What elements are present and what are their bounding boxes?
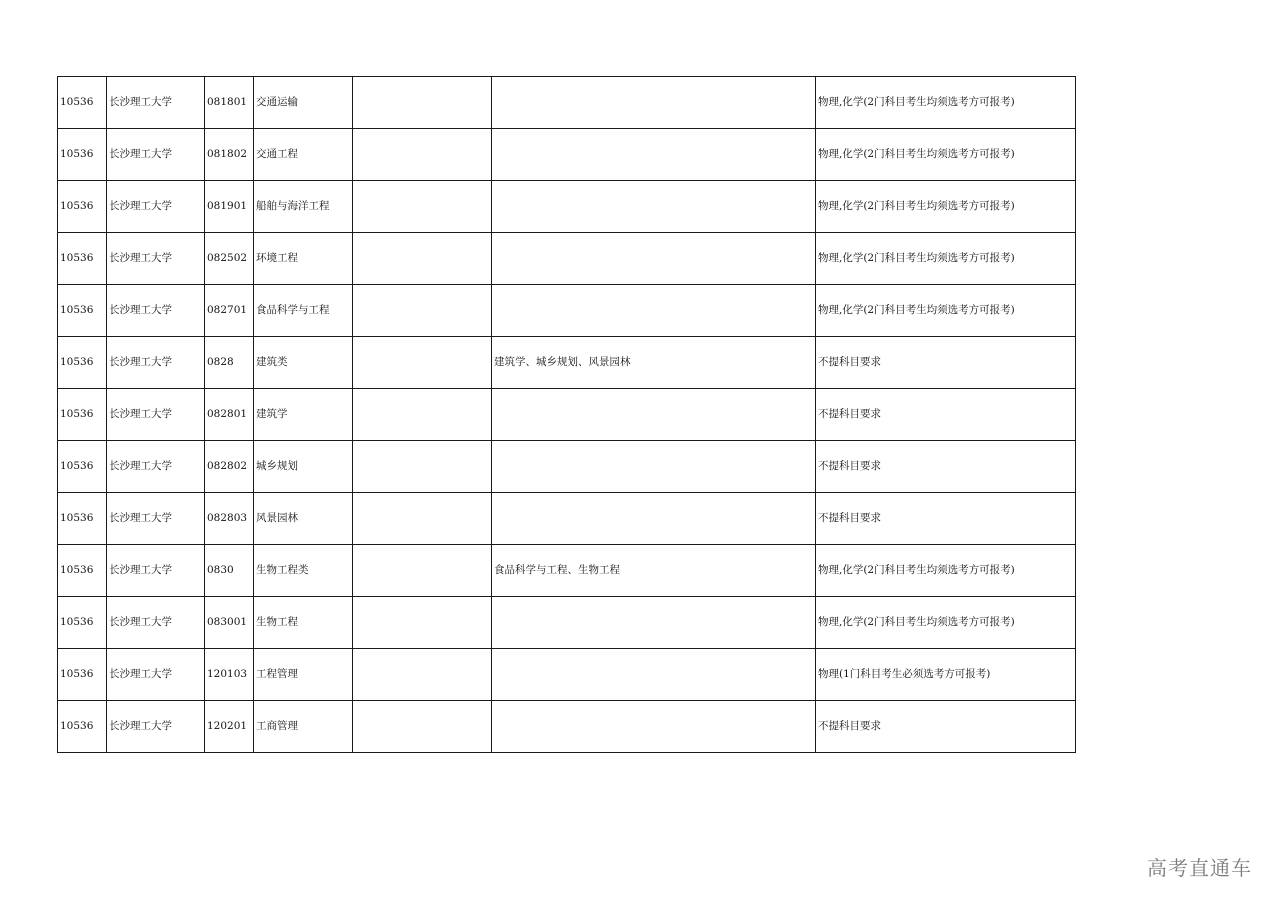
- included-majors-cell: [492, 597, 816, 649]
- empty-cell: [353, 701, 492, 753]
- empty-cell: [353, 285, 492, 337]
- subject-requirement-cell: 不提科目要求: [816, 493, 1076, 545]
- empty-cell: [353, 649, 492, 701]
- subject-requirement-cell: 不提科目要求: [816, 701, 1076, 753]
- table-row: [58, 597, 1076, 649]
- empty-cell: [353, 233, 492, 285]
- major-name-cell: 生物工程类: [254, 545, 353, 597]
- subject-requirement-cell: 物理,化学(2门科目考生均须选考方可报考): [816, 597, 1076, 649]
- empty-cell: [353, 337, 492, 389]
- table-body: [58, 77, 1076, 753]
- school-code-cell: 10536: [58, 441, 107, 493]
- empty-cell: [353, 493, 492, 545]
- included-majors-cell: [492, 649, 816, 701]
- empty-cell: [353, 545, 492, 597]
- school-code-cell: 10536: [58, 233, 107, 285]
- major-name-cell: 交通工程: [254, 129, 353, 181]
- major-name-cell: 食品科学与工程: [254, 285, 353, 337]
- school-code-cell: 10536: [58, 493, 107, 545]
- school-name-cell: 长沙理工大学: [107, 493, 205, 545]
- school-name-cell: 长沙理工大学: [107, 129, 205, 181]
- major-name-cell: 交通运输: [254, 77, 353, 129]
- included-majors-cell: [492, 181, 816, 233]
- subject-requirement-cell: 物理,化学(2门科目考生均须选考方可报考): [816, 285, 1076, 337]
- subject-requirement-cell: 物理(1门科目考生必须选考方可报考): [816, 649, 1076, 701]
- included-majors-cell: [492, 389, 816, 441]
- school-name-cell: 长沙理工大学: [107, 649, 205, 701]
- major-name-cell: 建筑学: [254, 389, 353, 441]
- major-code-cell: 082701: [205, 285, 254, 337]
- major-name-cell: 城乡规划: [254, 441, 353, 493]
- included-majors-cell: [492, 77, 816, 129]
- school-code-cell: 10536: [58, 701, 107, 753]
- empty-cell: [353, 129, 492, 181]
- major-name-cell: 建筑类: [254, 337, 353, 389]
- subject-requirement-cell: 物理,化学(2门科目考生均须选考方可报考): [816, 545, 1076, 597]
- empty-cell: [353, 389, 492, 441]
- school-name-cell: 长沙理工大学: [107, 181, 205, 233]
- empty-cell: [353, 77, 492, 129]
- school-name-cell: 长沙理工大学: [107, 285, 205, 337]
- table-row: [58, 129, 1076, 181]
- school-name-cell: 长沙理工大学: [107, 77, 205, 129]
- school-code-cell: 10536: [58, 129, 107, 181]
- major-code-cell: 081801: [205, 77, 254, 129]
- included-majors-cell: [492, 493, 816, 545]
- school-name-cell: 长沙理工大学: [107, 441, 205, 493]
- major-code-cell: 0830: [205, 545, 254, 597]
- major-code-cell: 082803: [205, 493, 254, 545]
- watermark-logo-text: 高考直通车: [1147, 856, 1252, 880]
- school-code-cell: 10536: [58, 389, 107, 441]
- school-code-cell: 10536: [58, 337, 107, 389]
- table-row: [58, 701, 1076, 753]
- school-name-cell: 长沙理工大学: [107, 597, 205, 649]
- major-name-cell: 环境工程: [254, 233, 353, 285]
- major-code-cell: 083001: [205, 597, 254, 649]
- major-code-cell: 0828: [205, 337, 254, 389]
- school-name-cell: 长沙理工大学: [107, 701, 205, 753]
- major-name-cell: 工商管理: [254, 701, 353, 753]
- subject-requirement-cell: 不提科目要求: [816, 337, 1076, 389]
- major-name-cell: 生物工程: [254, 597, 353, 649]
- table-row: [58, 545, 1076, 597]
- school-code-cell: 10536: [58, 545, 107, 597]
- subject-requirement-cell: 物理,化学(2门科目考生均须选考方可报考): [816, 129, 1076, 181]
- included-majors-cell: [492, 233, 816, 285]
- table-row: [58, 493, 1076, 545]
- subject-requirement-cell: 不提科目要求: [816, 441, 1076, 493]
- major-code-cell: 120103: [205, 649, 254, 701]
- subject-requirement-cell: 物理,化学(2门科目考生均须选考方可报考): [816, 181, 1076, 233]
- table-row: [58, 77, 1076, 129]
- included-majors-cell: [492, 285, 816, 337]
- major-code-cell: 081901: [205, 181, 254, 233]
- subject-requirement-cell: 物理,化学(2门科目考生均须选考方可报考): [816, 77, 1076, 129]
- school-name-cell: 长沙理工大学: [107, 389, 205, 441]
- major-code-cell: 082801: [205, 389, 254, 441]
- included-majors-cell: [492, 441, 816, 493]
- school-code-cell: 10536: [58, 285, 107, 337]
- table-row: [58, 181, 1076, 233]
- major-name-cell: 船舶与海洋工程: [254, 181, 353, 233]
- school-code-cell: 10536: [58, 649, 107, 701]
- major-requirements-table: [57, 76, 1076, 753]
- major-name-cell: 风景园林: [254, 493, 353, 545]
- included-majors-cell: [492, 701, 816, 753]
- subject-requirement-cell: 不提科目要求: [816, 389, 1076, 441]
- empty-cell: [353, 441, 492, 493]
- table-row: [58, 389, 1076, 441]
- included-majors-cell: 食品科学与工程、生物工程: [492, 545, 816, 597]
- school-name-cell: 长沙理工大学: [107, 545, 205, 597]
- major-name-cell: 工程管理: [254, 649, 353, 701]
- included-majors-cell: 建筑学、城乡规划、风景园林: [492, 337, 816, 389]
- included-majors-cell: [492, 129, 816, 181]
- subject-requirement-cell: 物理,化学(2门科目考生均须选考方可报考): [816, 233, 1076, 285]
- school-code-cell: 10536: [58, 597, 107, 649]
- table-row: [58, 441, 1076, 493]
- major-code-cell: 082802: [205, 441, 254, 493]
- major-code-cell: 082502: [205, 233, 254, 285]
- table-row: [58, 337, 1076, 389]
- school-name-cell: 长沙理工大学: [107, 233, 205, 285]
- table-row: [58, 285, 1076, 337]
- school-code-cell: 10536: [58, 181, 107, 233]
- school-code-cell: 10536: [58, 77, 107, 129]
- school-name-cell: 长沙理工大学: [107, 337, 205, 389]
- table-row: [58, 233, 1076, 285]
- empty-cell: [353, 181, 492, 233]
- major-code-cell: 081802: [205, 129, 254, 181]
- major-code-cell: 120201: [205, 701, 254, 753]
- empty-cell: [353, 597, 492, 649]
- table-row: [58, 649, 1076, 701]
